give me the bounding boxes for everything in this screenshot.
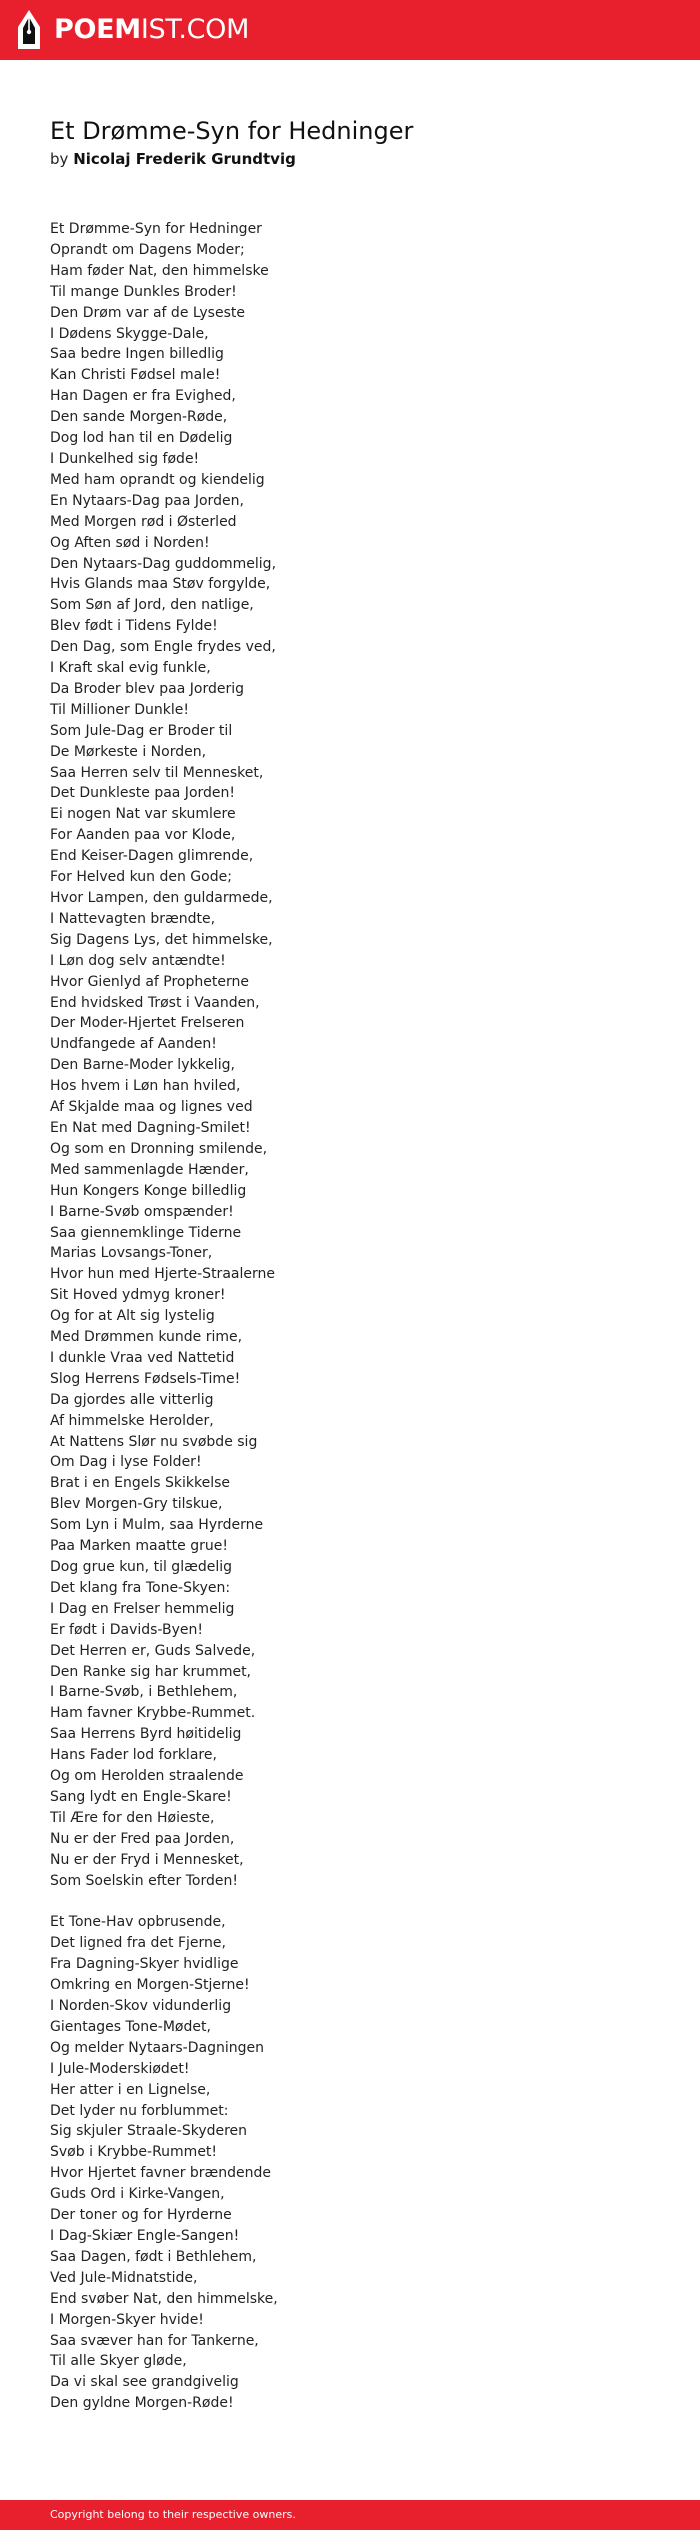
poem-line: Han Dagen er fra Evighed, <box>50 388 236 405</box>
by-label: by <box>50 150 69 168</box>
poem-line: End hvidsked Trøst i Vaanden, <box>50 994 260 1011</box>
poem-line: Marias Lovsangs-Toner, <box>50 1245 213 1262</box>
poem-line: Den Ranke sig har krummet, <box>50 1663 252 1680</box>
site-logo[interactable] <box>16 9 249 51</box>
poem-line: Da gjordes alle vitterlig <box>50 1391 214 1408</box>
logo-wordmark <box>54 9 249 51</box>
poem-line: Nu er der Fryd i Mennesket, <box>50 1851 244 1868</box>
poem-line: Saa Herrens Byrd høitidelig <box>50 1726 242 1743</box>
poem-line: Med sammenlagde Hænder, <box>50 1161 249 1178</box>
poem-line: I Kraft skal evig funkle, <box>50 660 211 677</box>
poem-line: Saa svæver han for Tankerne, <box>50 2332 259 2349</box>
footer-bar <box>0 2500 700 2530</box>
poem-line: Af himmelske Herolder, <box>50 1412 214 1429</box>
poem-line: Her atter i en Lignelse, <box>50 2081 211 2098</box>
poem-line: I Barne-Svøb, i Bethlehem, <box>50 1684 238 1701</box>
poem-line: Det ligned fra det Fjerne, <box>50 1935 226 1952</box>
poem-line: I Jule-Moderskiødet! <box>50 2060 190 2077</box>
poem-line: For Aanden paa vor Klode, <box>50 827 236 844</box>
poem-line: I Nattevagten brændte, <box>50 910 216 927</box>
poem-line: En Nytaars-Dag paa Jorden, <box>50 492 244 509</box>
stanza-break <box>50 1892 278 1913</box>
poem-line: De Mørkeste i Norden, <box>50 743 207 760</box>
stanza <box>50 1912 278 2414</box>
poem-line: Hvor Gienlyd af Propheterne <box>50 973 249 990</box>
poem-line: Den gyldne Morgen-Røde! <box>50 2395 234 2412</box>
poem-line: Da vi skal see grandgivelig <box>50 2374 239 2391</box>
poem-title: Et Drømme-Syn for Hedninger <box>50 117 414 145</box>
poem-line: Det klang fra Tone-Skyen: <box>50 1579 231 1596</box>
poem-line: Oprandt om Dagens Moder; <box>50 241 245 258</box>
byline <box>50 148 296 170</box>
poem-line: Sang lydt en Engle-Skare! <box>50 1788 232 1805</box>
poem-line: Dog grue kun, til glædelig <box>50 1559 232 1575</box>
poem-line: Saa Dagen, født i Bethlehem, <box>50 2248 257 2265</box>
poem-line: I Barne-Svøb omspænder! <box>50 1203 234 1220</box>
poem-line: Der Moder-Hjertet Frelseren <box>50 1015 245 1032</box>
poem-line: Hos hvem i Løn han hviled, <box>50 1078 241 1095</box>
poem-line: Et Drømme-Syn for Hedninger <box>50 221 262 237</box>
poem-line: I Morgen-Skyer hvide! <box>50 2311 204 2328</box>
poem-line: Blev Morgen-Gry tilskue, <box>50 1496 223 1513</box>
poem-line: I Løn dog selv antændte! <box>50 952 226 969</box>
copyright-notice: Copyright belong to their respective owners. <box>50 2508 296 2521</box>
poem-line: Et Tone-Hav opbrusende, <box>50 1914 226 1931</box>
stanza <box>50 219 278 1892</box>
poem-line: Omkring en Morgen-Stjerne! <box>50 1977 250 1994</box>
poem-line: Da Broder blev paa Jorderig <box>50 680 244 697</box>
poem-line: Saa giennemklinge Tiderne <box>50 1224 242 1241</box>
poem-line: Til alle Skyer gløde, <box>50 2353 187 2370</box>
poem-line: Er født i Davids-Byen! <box>50 1621 203 1638</box>
poem-line: Slog Herrens Fødsels-Time! <box>50 1370 241 1387</box>
poem-line: Og Aften sød i Norden! <box>50 534 210 551</box>
poem-line: Det Herren er, Guds Salvede, <box>50 1642 256 1659</box>
poem-line: Som Soelskin efter Torden! <box>50 1872 238 1889</box>
poem-line: Til Millioner Dunkle! <box>50 701 189 718</box>
poem-line: Den Dag, som Engle frydes ved, <box>50 639 276 656</box>
poem-line: Guds Ord i Kirke-Vangen, <box>50 2186 225 2203</box>
poem-line: Hans Fader lod forklare, <box>50 1747 217 1764</box>
poem-line: I Dag-Skiær Engle-Sangen! <box>50 2228 240 2244</box>
poem-line: End svøber Nat, den himmelske, <box>50 2290 278 2307</box>
poem-line: Sit Hoved ydmyg kroner! <box>50 1287 226 1304</box>
poem-line: Nu er der Fred paa Jorden, <box>50 1830 235 1847</box>
poem-line: Hvis Glands maa Støv forgylde, <box>50 576 271 593</box>
poem-line: Og som en Dronning smilende, <box>50 1140 268 1157</box>
poem-line: For Helved kun den Gode; <box>50 869 232 886</box>
poem-line: En Nat med Dagning-Smilet! <box>50 1119 251 1136</box>
poem-line: Sig skjuler Straale-Skyderen <box>50 2123 248 2140</box>
poem-line: I Norden-Skov vidunderlig <box>50 1998 232 2015</box>
poem-line: Som Lyn i Mulm, saa Hyrderne <box>50 1517 264 1534</box>
poem-line: Kan Christi Fødsel male! <box>50 367 221 384</box>
poem-line: Paa Marken maatte grue! <box>50 1538 228 1555</box>
poem-line: Og for at Alt sig lystelig <box>50 1308 215 1325</box>
pen-nib-icon <box>16 9 42 51</box>
poem-line: I Dødens Skygge-Dale, <box>50 325 209 342</box>
poem-line: Hvor Hjertet favner brændende <box>50 2165 272 2182</box>
poem-line: End Keiser-Dagen glimrende, <box>50 848 254 865</box>
poem-line: I dunkle Vraa ved Nattetid <box>50 1349 235 1366</box>
poem-body <box>50 219 278 2414</box>
poem-line: Svøb i Krybbe-Rummet! <box>50 2144 218 2161</box>
poem-line: Den Nytaars-Dag guddommelig, <box>50 555 277 572</box>
poem-line: Om Dag i lyse Folder! <box>50 1454 202 1471</box>
poem-line: Med Drømmen kunde rime, <box>50 1329 243 1346</box>
poem-line: Fra Dagning-Skyer hvidlige <box>50 1956 239 1973</box>
poem-line: Sig Dagens Lys, det himmelske, <box>50 931 273 948</box>
poem-line: Undfangede af Aanden! <box>50 1036 217 1053</box>
poem-line: Ei nogen Nat var skumlere <box>50 806 236 823</box>
poem-line: Og om Herolden straalende <box>50 1768 244 1785</box>
poem-line: Af Skjalde maa og lignes ved <box>50 1099 253 1116</box>
logo-bold-part: POEM <box>54 14 141 45</box>
poem-line: Hvor hun med Hjerte-Straalerne <box>50 1266 275 1283</box>
poem-line: Til mange Dunkles Broder! <box>50 283 237 300</box>
poem-line: Ham favner Krybbe-Rummet. <box>50 1705 256 1722</box>
poem-line: Saa Herren selv til Mennesket, <box>50 764 264 781</box>
poem-line: Med ham oprandt og kiendelig <box>50 471 265 488</box>
poem-line: Ham føder Nat, den himmelske <box>50 262 269 279</box>
poem-line: Den Barne-Moder lykkelig, <box>50 1057 235 1074</box>
poem-line: Til Ære for den Høieste, <box>50 1809 215 1826</box>
poem-line: Det Dunkleste paa Jorden! <box>50 785 236 802</box>
author-name: Nicolaj Frederik Grundtvig <box>73 150 296 168</box>
poem-line: Saa bedre Ingen billedlig <box>50 346 224 363</box>
poem-line: Dog lod han til en Dødelig <box>50 430 233 447</box>
poem-line: Blev født i Tidens Fylde! <box>50 618 218 635</box>
poem-line: Som Søn af Jord, den natlige, <box>50 597 254 614</box>
poem-line: Hun Kongers Konge billedlig <box>50 1182 247 1199</box>
poem-line: Der toner og for Hyrderne <box>50 2207 232 2224</box>
top-bar <box>0 0 700 60</box>
logo-light-part: IST.COM <box>140 14 250 45</box>
poem-line: Den Drøm var af de Lyseste <box>50 304 245 321</box>
poem-line: Det lyder nu forblummet: <box>50 2102 229 2119</box>
poem-line: Gientages Tone-Mødet, <box>50 2018 211 2035</box>
poem-line: Hvor Lampen, den guldarmede, <box>50 890 273 906</box>
poem-line: At Nattens Slør nu svøbde sig <box>50 1433 258 1450</box>
poem-line: Den sande Morgen-Røde, <box>50 409 228 426</box>
poem-line: Ved Jule-Midnatstide, <box>50 2269 198 2286</box>
poem-line: Som Jule-Dag er Broder til <box>50 722 233 739</box>
poem-line: Med Morgen rød i Østerled <box>50 513 237 530</box>
poem-line: Og melder Nytaars-Dagningen <box>50 2039 264 2056</box>
poem-line: I Dunkelhed sig føde! <box>50 450 200 467</box>
poem-line: I Dag en Frelser hemmelig <box>50 1600 235 1617</box>
poem-line: Brat i en Engels Skikkelse <box>50 1475 231 1492</box>
